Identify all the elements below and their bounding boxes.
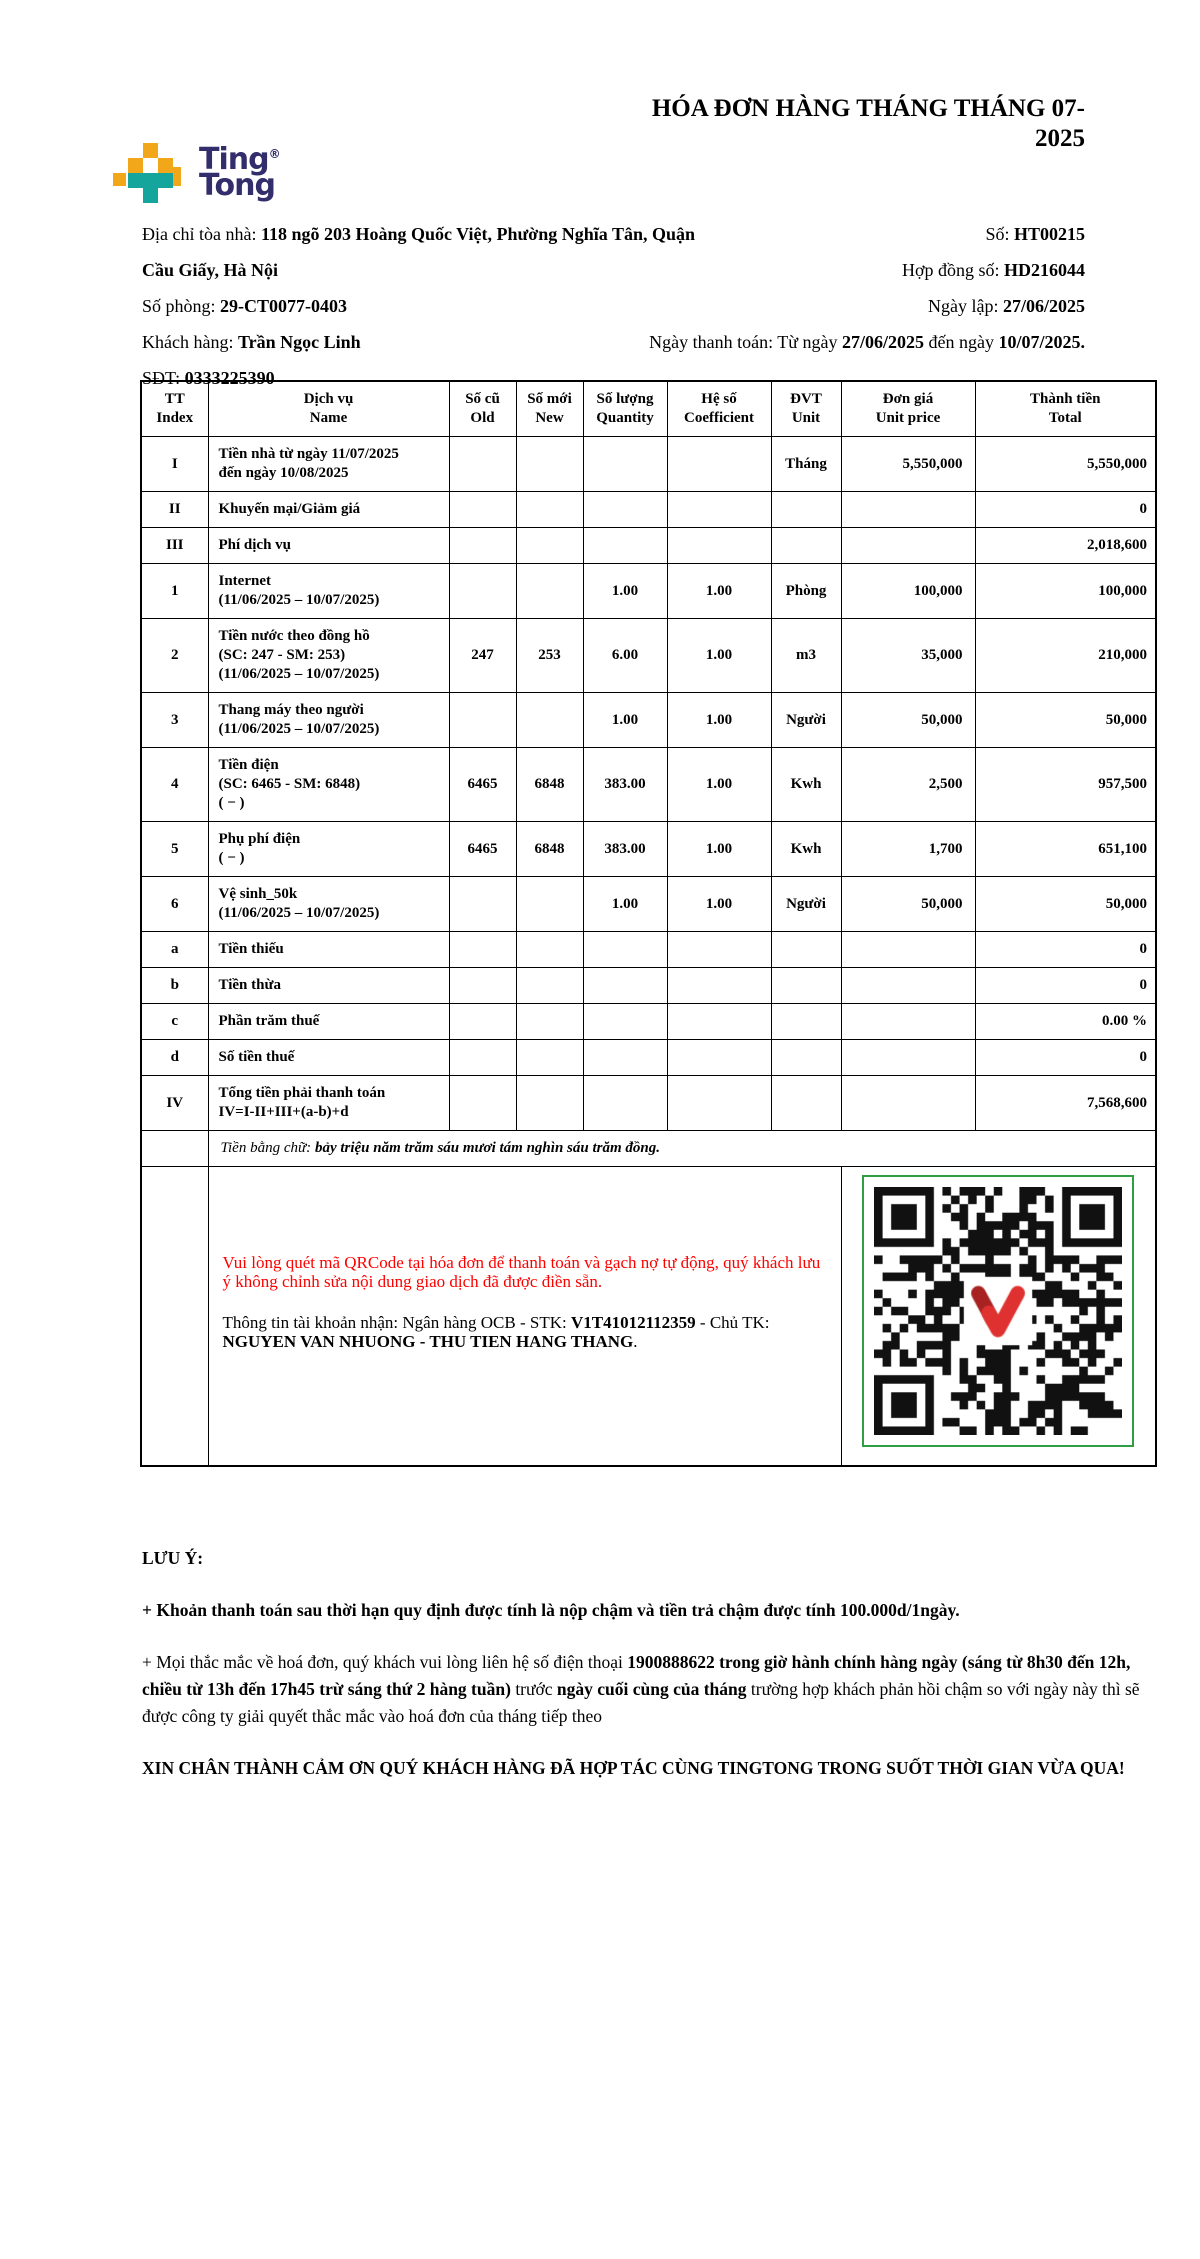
cell-price: [841, 968, 975, 1004]
cell-unit: [771, 492, 841, 528]
column-header: ĐVT Unit: [771, 381, 841, 437]
cell-name: Internet (11/06/2025 – 10/07/2025): [208, 564, 449, 619]
cell-old: 247: [449, 619, 516, 693]
cell-unit: [771, 1076, 841, 1131]
qr-row: [141, 1167, 1156, 1467]
cell-total: 210,000: [975, 619, 1156, 693]
hotline-note: + Mọi thắc mắc về hoá đơn, quý khách vui lòng liên hệ số điện thoại 1900888622 trong giờ hành chính hàng ngày (sáng từ 8h30 đến 12h, chiều từ 13h đến 17h45 trừ sáng thứ 2 hàng tuần) trước ngày cuối cùng của tháng trường hợp khách phản hồi chậm so với ngày này thì sẽ được công ty giải quyết thắc mắc vào hoá đơn của tháng tiếp theo: [142, 1652, 1140, 1726]
cell-unit: [771, 528, 841, 564]
cell-price: [841, 1076, 975, 1131]
cell-qty: [583, 528, 667, 564]
cell-name: Tổng tiền phải thanh toán IV=I-II+III+(a-b)+d: [208, 1076, 449, 1131]
cell-price: 1,700: [841, 822, 975, 877]
cell-qty: [583, 492, 667, 528]
cell-new: 6848: [516, 748, 583, 822]
customer-name: Khách hàng: Trần Ngọc Linh: [142, 332, 361, 352]
cell-price: 5,550,000: [841, 437, 975, 492]
table-row: [141, 1004, 1156, 1040]
cell-price: [841, 492, 975, 528]
cell-old: [449, 1004, 516, 1040]
cell-total: 50,000: [975, 693, 1156, 748]
cell-name: Thang máy theo người (11/06/2025 – 10/07/2025): [208, 693, 449, 748]
cell-total: 0: [975, 492, 1156, 528]
cell-new: [516, 968, 583, 1004]
cell-coef: [667, 437, 771, 492]
cell-unit: Người: [771, 693, 841, 748]
cell-tt: b: [141, 968, 208, 1004]
cell-total: 100,000: [975, 564, 1156, 619]
contract-number: Hợp đồng số: HD216044: [901, 260, 1085, 280]
cell-old: [449, 932, 516, 968]
cell-old: [449, 564, 516, 619]
qr-code-frame: [862, 1175, 1134, 1447]
cell-name: Tiền điện (SC: 6465 - SM: 6848) ( − ): [208, 748, 449, 822]
column-header: Thành tiền Total: [975, 381, 1156, 437]
cell-qty: [583, 437, 667, 492]
cell-total: 2,018,600: [975, 528, 1156, 564]
building-address: Địa chỉ tòa nhà: 118 ngõ 203 Hoàng Quốc Việt, Phường Nghĩa Tân, Quận Cầu Giấy, Hà Nội: [142, 224, 695, 280]
cell-name: Số tiền thuế: [208, 1040, 449, 1076]
cell-qty: 1.00: [583, 693, 667, 748]
cell-coef: [667, 968, 771, 1004]
cell-old: [449, 1076, 516, 1131]
page-title: HÓA ĐƠN HÀNG THÁNG THÁNG 07- 2025: [651, 95, 1085, 152]
cell-price: 50,000: [841, 693, 975, 748]
cell-tt: 2: [141, 619, 208, 693]
table-row: [141, 528, 1156, 564]
cell-coef: 1.00: [667, 748, 771, 822]
cell-new: [516, 693, 583, 748]
cell-tt: III: [141, 528, 208, 564]
footer-notes: [142, 1545, 1142, 1807]
cell-new: [516, 492, 583, 528]
cell-unit: Người: [771, 877, 841, 932]
cell-old: 6465: [449, 748, 516, 822]
column-header: Đơn giá Unit price: [841, 381, 975, 437]
cell-price: 100,000: [841, 564, 975, 619]
cell-coef: 1.00: [667, 822, 771, 877]
cell-old: [449, 437, 516, 492]
cell-old: [449, 528, 516, 564]
room-number: Số phòng: 29-CT0077-0403: [142, 296, 348, 316]
cell-total: 50,000: [975, 877, 1156, 932]
cell-price: [841, 1040, 975, 1076]
payment-instructions: [208, 1167, 841, 1467]
invoice-table: [140, 380, 1157, 1467]
cell-total: 0.00 %: [975, 1004, 1156, 1040]
cell-coef: [667, 932, 771, 968]
cell-tt: IV: [141, 1076, 208, 1131]
table-row: [141, 1076, 1156, 1131]
cell-qty: [583, 1004, 667, 1040]
cell-total: 5,550,000: [975, 437, 1156, 492]
cell-old: [449, 492, 516, 528]
cell-name: Tiền nhà từ ngày 11/07/2025 đến ngày 10/08/2025: [208, 437, 449, 492]
cell-price: 50,000: [841, 877, 975, 932]
cell-unit: Kwh: [771, 748, 841, 822]
cell-old: 6465: [449, 822, 516, 877]
column-header: Hệ số Coefficient: [667, 381, 771, 437]
cell-unit: [771, 932, 841, 968]
table-row: [141, 1040, 1156, 1076]
cell-new: 6848: [516, 822, 583, 877]
cell-unit: Phòng: [771, 564, 841, 619]
column-header: Số mới New: [516, 381, 583, 437]
table-row: [141, 822, 1156, 877]
cell-tt: 3: [141, 693, 208, 748]
cell-name: Tiền thiếu: [208, 932, 449, 968]
cell-new: [516, 564, 583, 619]
cell-old: [449, 693, 516, 748]
cell-new: [516, 1040, 583, 1076]
cell-tt: II: [141, 492, 208, 528]
cell-unit: [771, 968, 841, 1004]
cell-name: Phí dịch vụ: [208, 528, 449, 564]
table-row: [141, 968, 1156, 1004]
invoice-meta: [445, 216, 1085, 360]
late-payment-note: + Khoản thanh toán sau thời hạn quy định được tính là nộp chậm và tiền trả chậm được tính 100.000d/1ngày.: [142, 1600, 960, 1620]
cell-price: [841, 932, 975, 968]
cell-total: 7,568,600: [975, 1076, 1156, 1131]
cell-price: [841, 528, 975, 564]
column-header: Số cũ Old: [449, 381, 516, 437]
cell-coef: 1.00: [667, 877, 771, 932]
cell-qty: 383.00: [583, 748, 667, 822]
cell-qty: 383.00: [583, 822, 667, 877]
cell-old: [449, 968, 516, 1004]
cell-name: Phần trăm thuế: [208, 1004, 449, 1040]
cell-coef: 1.00: [667, 619, 771, 693]
notes-title: LƯU Ý:: [142, 1548, 204, 1568]
thanks-note: XIN CHÂN THÀNH CẢM ƠN QUÝ KHÁCH HÀNG ĐÃ HỢP TÁC CÙNG TINGTONG TRONG SUỐT THỜI GIAN VỪA QUA!: [142, 1758, 1125, 1778]
amount-in-words: Tiền bằng chữ: bảy triệu năm trăm sáu mươi tám nghìn sáu trăm đồng.: [208, 1131, 1156, 1167]
table-row: [141, 437, 1156, 492]
cell-unit: [771, 1004, 841, 1040]
cell-old: [449, 877, 516, 932]
table-row: [141, 693, 1156, 748]
cell-old: [449, 1040, 516, 1076]
qr-code: [874, 1187, 1122, 1435]
cell-tt: 5: [141, 822, 208, 877]
cell-tt: c: [141, 1004, 208, 1040]
cell-new: [516, 1004, 583, 1040]
cell-qty: 1.00: [583, 564, 667, 619]
cell-tt: d: [141, 1040, 208, 1076]
cell-unit: m3: [771, 619, 841, 693]
issue-date: Ngày lập: 27/06/2025: [928, 296, 1085, 316]
cell-tt: a: [141, 932, 208, 968]
cell-tt: 6: [141, 877, 208, 932]
cell-total: 0: [975, 1040, 1156, 1076]
cell-price: [841, 1004, 975, 1040]
amount-in-words-row: [141, 1131, 1156, 1167]
tingtong-logo: [113, 133, 281, 210]
bank-account-info: Thông tin tài khoản nhận: Ngân hàng OCB - STK: V1T41012112359 - Chủ TK: NGUYEN VAN NHUONG - THU TIEN HANG THANG.: [222, 1313, 770, 1351]
cell-total: 957,500: [975, 748, 1156, 822]
cell-qty: [583, 1076, 667, 1131]
cell-name: Tiền nước theo đồng hồ (SC: 247 - SM: 253) (11/06/2025 – 10/07/2025): [208, 619, 449, 693]
cell-unit: [771, 1040, 841, 1076]
cell-unit: Kwh: [771, 822, 841, 877]
cell-tt: 4: [141, 748, 208, 822]
cell-new: [516, 877, 583, 932]
cell-tt: I: [141, 437, 208, 492]
payment-period: Ngày thanh toán: Từ ngày 27/06/2025 đến ngày 10/07/2025.: [649, 332, 1085, 352]
registered-mark: ®: [268, 147, 281, 161]
cell-new: 253: [516, 619, 583, 693]
column-header: TT Index: [141, 381, 208, 437]
cell-coef: [667, 528, 771, 564]
cell-name: Phụ phí điện ( − ): [208, 822, 449, 877]
cell-name: Khuyến mại/Giảm giá: [208, 492, 449, 528]
column-header: Số lượng Quantity: [583, 381, 667, 437]
cell-coef: [667, 1076, 771, 1131]
column-header: Dịch vụ Name: [208, 381, 449, 437]
cell-coef: 1.00: [667, 564, 771, 619]
cell-coef: [667, 1004, 771, 1040]
cell-coef: [667, 1040, 771, 1076]
cell-name: Vệ sinh_50k (11/06/2025 – 10/07/2025): [208, 877, 449, 932]
cell-total: 0: [975, 932, 1156, 968]
cell-qty: [583, 932, 667, 968]
cell-qty: 1.00: [583, 877, 667, 932]
invoice-number: Số: HT00215: [985, 224, 1085, 244]
cell-new: [516, 932, 583, 968]
table-row: [141, 564, 1156, 619]
tingtong-logo-icon: [113, 138, 185, 210]
table-header: [141, 381, 1156, 437]
cell-new: [516, 1076, 583, 1131]
cell-total: 651,100: [975, 822, 1156, 877]
cell-unit: Tháng: [771, 437, 841, 492]
cell-new: [516, 437, 583, 492]
cell-price: 35,000: [841, 619, 975, 693]
cell-tt: 1: [141, 564, 208, 619]
table-row: [141, 932, 1156, 968]
cell-qty: 6.00: [583, 619, 667, 693]
table-row: [141, 877, 1156, 932]
table-row: [141, 619, 1156, 693]
customer-phone: SĐT: 0333225390: [142, 368, 275, 388]
cell-qty: [583, 1040, 667, 1076]
tingtong-logo-text: Ting® Tong: [199, 142, 281, 203]
cell-new: [516, 528, 583, 564]
table-row: [141, 748, 1156, 822]
cell-price: 2,500: [841, 748, 975, 822]
qr-warning-note: Vui lòng quét mã QRCode tại hóa đơn để thanh toán và gạch nợ tự động, quý khách lưu ý không chỉnh sửa nội dung giao dịch đã được điền sẵn.: [222, 1253, 821, 1291]
cell-coef: 1.00: [667, 693, 771, 748]
cell-name: Tiền thừa: [208, 968, 449, 1004]
table-row: [141, 492, 1156, 528]
cell-qty: [583, 968, 667, 1004]
cell-coef: [667, 492, 771, 528]
cell-total: 0: [975, 968, 1156, 1004]
